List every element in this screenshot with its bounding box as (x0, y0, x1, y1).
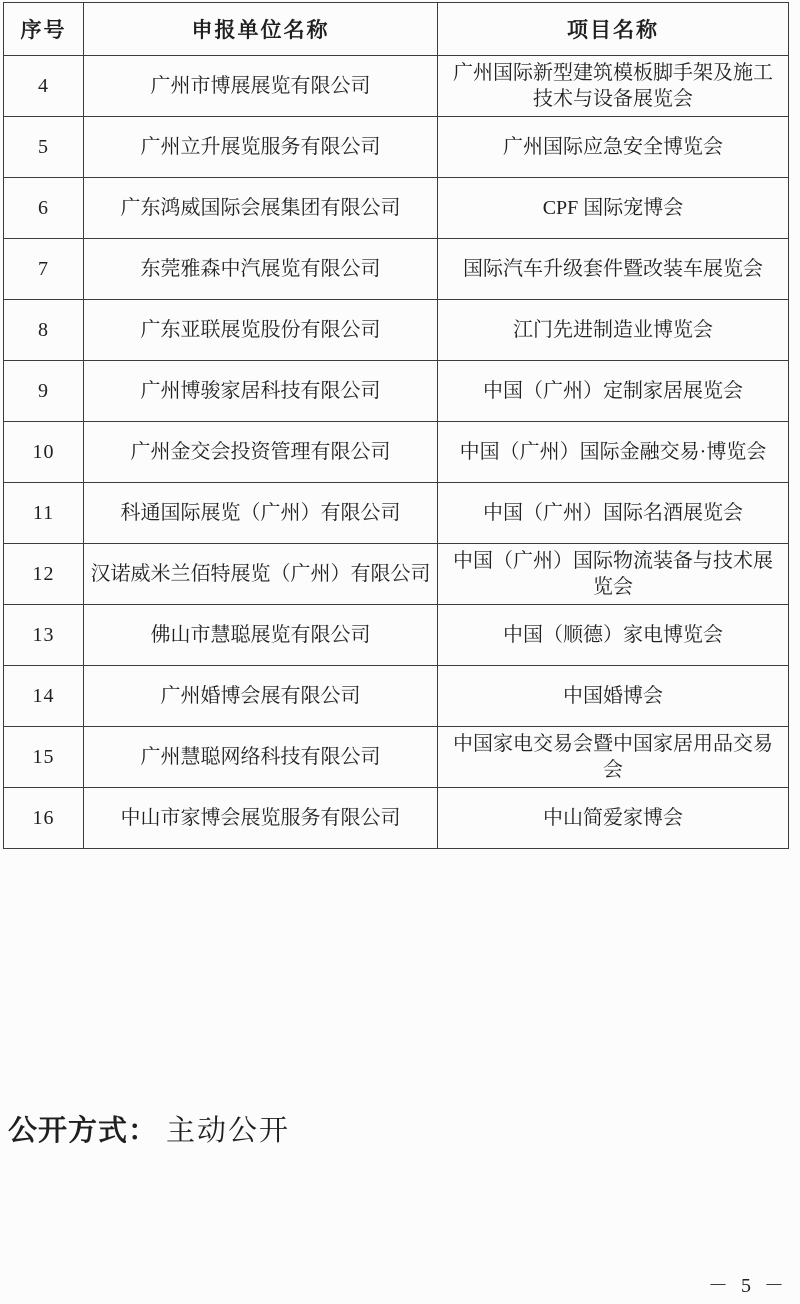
project-name: 中山简爱家博会 (438, 788, 789, 849)
company-name: 广东亚联展览股份有限公司 (84, 300, 438, 361)
company-name: 广东鸿威国际会展集团有限公司 (84, 178, 438, 239)
table-row (4, 56, 789, 117)
table-row (4, 178, 789, 239)
company-name: 广州婚博会展有限公司 (84, 666, 438, 727)
company-name: 科通国际展览（广州）有限公司 (84, 483, 438, 544)
row-index: 16 (4, 788, 84, 849)
table-row (4, 727, 789, 788)
table-row (4, 300, 789, 361)
column-header-company: 申报单位名称 (84, 3, 438, 56)
project-name: 中国家电交易会暨中国家居用品交易会 (438, 727, 789, 788)
table-row (4, 361, 789, 422)
company-name: 广州博骏家居科技有限公司 (84, 361, 438, 422)
company-name: 汉诺威米兰佰特展览（广州）有限公司 (84, 544, 438, 605)
table-row (4, 666, 789, 727)
project-name: 江门先进制造业博览会 (438, 300, 789, 361)
project-name: CPF 国际宠博会 (438, 178, 789, 239)
table-row (4, 605, 789, 666)
row-index: 11 (4, 483, 84, 544)
row-index: 13 (4, 605, 84, 666)
project-name: 广州国际新型建筑模板脚手架及施工技术与设备展览会 (438, 56, 789, 117)
disclosure-value: 主动公开 (166, 1115, 291, 1147)
table-row (4, 544, 789, 605)
disclosure-line (8, 1108, 290, 1149)
row-index: 10 (4, 422, 84, 483)
approved-projects-table (3, 2, 789, 849)
column-header-index: 序号 (4, 3, 84, 56)
column-header-project: 项目名称 (438, 3, 789, 56)
row-index: 14 (4, 666, 84, 727)
row-index: 15 (4, 727, 84, 788)
row-index: 9 (4, 361, 84, 422)
row-index: 7 (4, 239, 84, 300)
company-name: 广州慧聪网络科技有限公司 (84, 727, 438, 788)
row-index: 5 (4, 117, 84, 178)
project-name: 中国（广州）国际金融交易·博览会 (438, 422, 789, 483)
company-name: 东莞雅森中汽展览有限公司 (84, 239, 438, 300)
table-row (4, 117, 789, 178)
project-name: 国际汽车升级套件暨改装车展览会 (438, 239, 789, 300)
company-name: 广州市博展展览有限公司 (84, 56, 438, 117)
row-index: 8 (4, 300, 84, 361)
table-row (4, 239, 789, 300)
project-name: 广州国际应急安全博览会 (438, 117, 789, 178)
table-header-row (4, 3, 789, 56)
row-index: 6 (4, 178, 84, 239)
project-name: 中国（广州）国际名酒展览会 (438, 483, 789, 544)
company-name: 佛山市慧聪展览有限公司 (84, 605, 438, 666)
company-name: 广州立升展览服务有限公司 (84, 117, 438, 178)
table-row (4, 483, 789, 544)
table-row (4, 422, 789, 483)
page-number: － 5 － (708, 1275, 788, 1297)
project-name: 中国（顺德）家电博览会 (438, 605, 789, 666)
row-index: 12 (4, 544, 84, 605)
row-index: 4 (4, 56, 84, 117)
company-name: 广州金交会投资管理有限公司 (84, 422, 438, 483)
project-name: 中国婚博会 (438, 666, 789, 727)
project-name: 中国（广州）国际物流装备与技术展览会 (438, 544, 789, 605)
table-row (4, 788, 789, 849)
disclosure-label: 公开方式： (8, 1115, 159, 1147)
project-name: 中国（广州）定制家居展览会 (438, 361, 789, 422)
company-name: 中山市家博会展览服务有限公司 (84, 788, 438, 849)
